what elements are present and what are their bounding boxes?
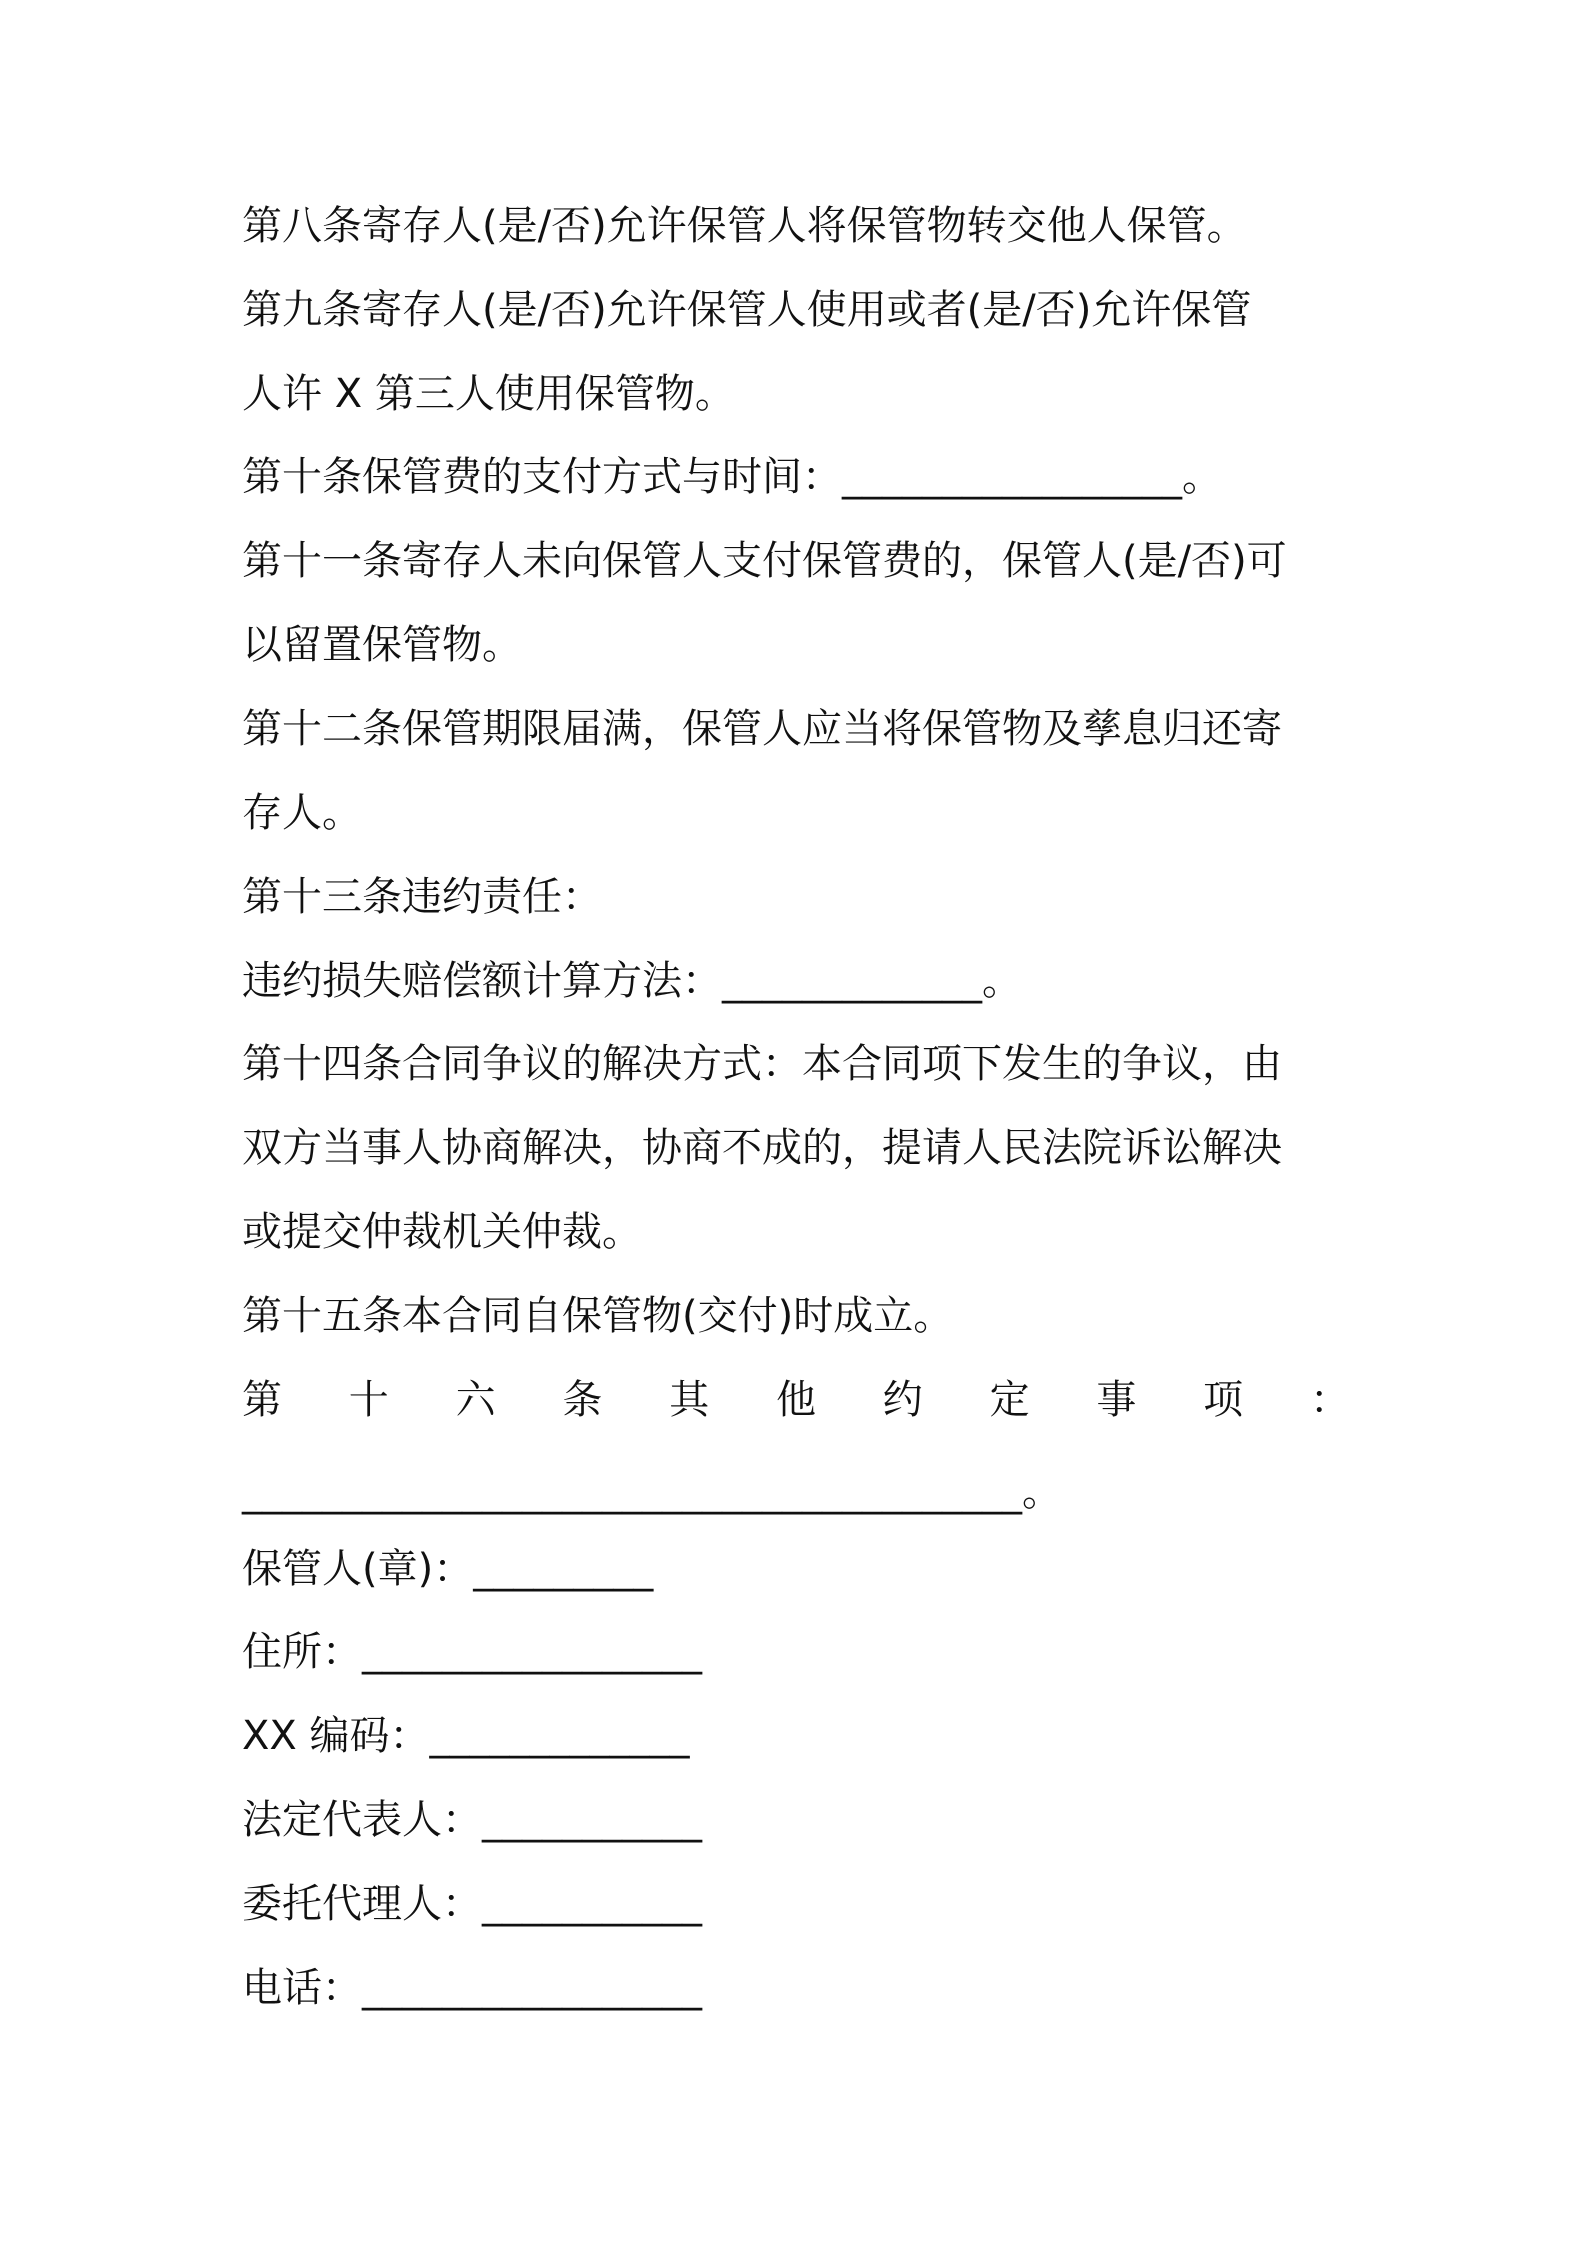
signature-address: 住所：_________________ xyxy=(242,1629,702,1675)
article-16-char: 项 xyxy=(1203,1377,1244,1423)
article-9-line-1: 第九条寄存人(是/否)允许保管人使用或者(是/否)允许保管 xyxy=(242,287,1252,333)
article-13: 第十三条违约责任： xyxy=(242,874,602,920)
article-16-char: 约 xyxy=(882,1377,923,1423)
signature-legal-representative: 法定代表人：___________ xyxy=(242,1797,702,1843)
article-16-char: 条 xyxy=(562,1377,603,1423)
article-10: 第十条保管费的支付方式与时间：_________________。 xyxy=(242,454,1222,500)
article-14-line-2: 双方当事人协商解决，协商不成的，提请人民法院诉讼解决 xyxy=(242,1125,1282,1171)
article-16-char: ： xyxy=(1309,1377,1350,1423)
signature-phone: 电话：_________________ xyxy=(242,1965,702,2011)
article-11-line-2: 以留置保管物。 xyxy=(242,622,522,668)
article-14-line-3: 或提交仲裁机关仲裁。 xyxy=(242,1209,642,1255)
article-16-char: 其 xyxy=(669,1377,710,1423)
article-16-char: 他 xyxy=(775,1377,816,1423)
article-8: 第八条寄存人(是/否)允许保管人将保管物转交他人保管。 xyxy=(242,203,1247,249)
signature-agent: 委托代理人：___________ xyxy=(242,1881,702,1927)
article-16-char: 第 xyxy=(242,1377,282,1423)
article-15: 第十五条本合同自保管物(交付)时成立。 xyxy=(242,1293,954,1339)
article-12-line-1: 第十二条保管期限届满，保管人应当将保管物及孳息归还寄 xyxy=(242,706,1282,752)
article-16-char: 十 xyxy=(348,1377,389,1423)
article-16-char: 定 xyxy=(989,1377,1030,1423)
article-11-line-1: 第十一条寄存人未向保管人支付保管费的，保管人(是/否)可 xyxy=(242,538,1287,584)
article-12-line-2: 存人。 xyxy=(242,790,362,836)
article-9-line-2: 人许 X 第三人使用保管物。 xyxy=(242,371,735,417)
signature-code: XX 编码：_____________ xyxy=(242,1713,690,1759)
signature-custodian-seal: 保管人(章)：_________ xyxy=(242,1546,654,1592)
article-13-damages: 违约损失赔偿额计算方法：_____________。 xyxy=(242,958,1022,1004)
article-16-blank: _______________________________________。 xyxy=(242,1469,1062,1515)
article-16-char: 六 xyxy=(455,1377,496,1423)
article-14-line-1: 第十四条合同争议的解决方式：本合同项下发生的争议，由 xyxy=(242,1041,1282,1087)
article-16-heading xyxy=(242,1375,1350,1425)
article-16-char: 事 xyxy=(1096,1377,1137,1423)
